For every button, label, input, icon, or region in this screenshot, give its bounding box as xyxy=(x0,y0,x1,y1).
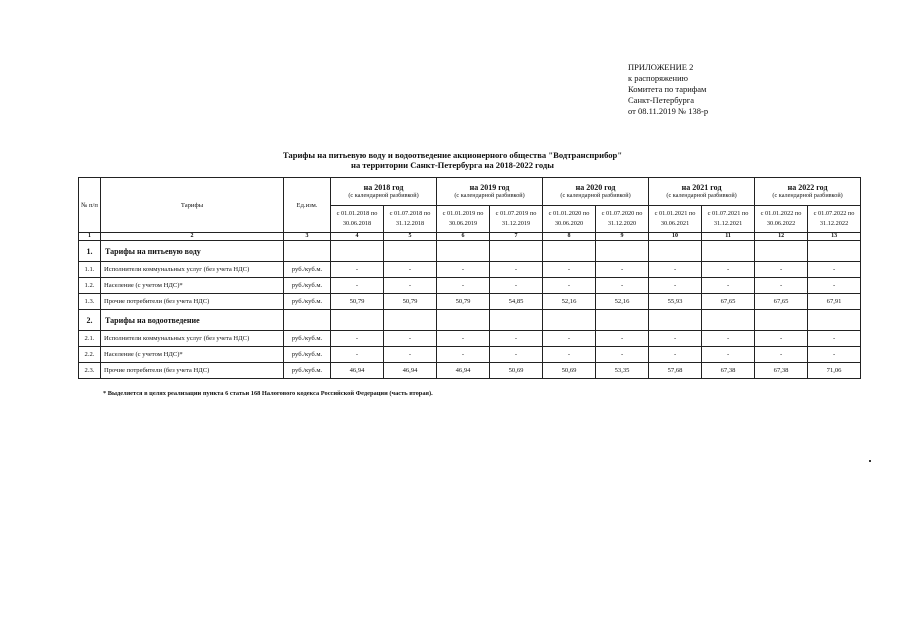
empty-cell xyxy=(702,310,755,331)
tariff-value: 71,06 xyxy=(808,363,861,379)
row-name: Исполнители коммунальных услуг (без учета НДС) xyxy=(101,262,284,278)
year-label: на 2021 год xyxy=(681,183,722,192)
tariff-value: 67,38 xyxy=(702,363,755,379)
tariff-value: 54,85 xyxy=(490,294,543,310)
row-number: 2.2. xyxy=(79,347,101,363)
tariff-value: - xyxy=(755,262,808,278)
tariff-value: 50,79 xyxy=(384,294,437,310)
section-row xyxy=(79,241,861,262)
row-number: 2.3. xyxy=(79,363,101,379)
tariff-value: - xyxy=(755,347,808,363)
empty-cell xyxy=(437,310,490,331)
tariff-value: - xyxy=(437,278,490,294)
section-number: 1. xyxy=(79,241,101,262)
document-title xyxy=(0,150,905,170)
empty-cell xyxy=(543,241,596,262)
column-number: 9 xyxy=(596,233,649,241)
column-number: 6 xyxy=(437,233,490,241)
period-header: с 01.01.2018 по 30.06.2018 xyxy=(331,206,384,233)
table-row xyxy=(79,262,861,278)
tariff-value: - xyxy=(808,278,861,294)
tariff-value: - xyxy=(331,262,384,278)
tariff-value: 50,69 xyxy=(543,363,596,379)
empty-cell xyxy=(331,310,384,331)
appendix-line: от 08.11.2019 № 138-р xyxy=(628,106,709,116)
row-number: 2.1. xyxy=(79,331,101,347)
tariff-value: - xyxy=(331,278,384,294)
tariff-value: - xyxy=(649,347,702,363)
row-name: Население (с учетом НДС)* xyxy=(101,278,284,294)
section-title: Тарифы на водоотведение xyxy=(101,310,284,331)
column-number: 3 xyxy=(284,233,331,241)
empty-cell xyxy=(596,241,649,262)
header-row-numbers xyxy=(79,233,861,241)
column-number: 13 xyxy=(808,233,861,241)
empty-cell xyxy=(808,310,861,331)
title-line: на территории Санкт-Петербурга на 2018-2022 годы xyxy=(351,160,554,170)
empty-cell xyxy=(331,241,384,262)
tariff-value: - xyxy=(808,331,861,347)
column-number: 12 xyxy=(755,233,808,241)
appendix-title: ПРИЛОЖЕНИЕ 2 xyxy=(628,62,694,72)
row-unit: руб./куб.м. xyxy=(284,278,331,294)
table-row xyxy=(79,278,861,294)
tariff-value: - xyxy=(437,331,490,347)
tariff-value: - xyxy=(490,278,543,294)
appendix-line: к распоряжению xyxy=(628,73,688,83)
tariffs-table xyxy=(78,177,861,379)
section-title: Тарифы на питьевую воду xyxy=(101,241,284,262)
year-sublabel: (с календарной разбивкой) xyxy=(666,192,737,199)
appendix-line: Комитета по тарифам xyxy=(628,84,707,94)
year-header xyxy=(649,178,755,206)
header-row-years xyxy=(79,178,861,206)
table-row xyxy=(79,347,861,363)
row-name: Прочие потребители (без учета НДС) xyxy=(101,363,284,379)
empty-cell xyxy=(702,241,755,262)
header-tariffs: Тарифы xyxy=(101,178,284,233)
tariff-value: - xyxy=(543,278,596,294)
year-header xyxy=(543,178,649,206)
tariff-value: 52,16 xyxy=(596,294,649,310)
tariff-value: - xyxy=(702,278,755,294)
empty-cell xyxy=(437,241,490,262)
empty-cell xyxy=(490,241,543,262)
year-sublabel: (с календарной разбивкой) xyxy=(560,192,631,199)
tariff-value: 50,69 xyxy=(490,363,543,379)
year-sublabel: (с календарной разбивкой) xyxy=(348,192,419,199)
tariff-value: - xyxy=(331,347,384,363)
column-number: 5 xyxy=(384,233,437,241)
tariff-value: - xyxy=(596,331,649,347)
tariff-value: - xyxy=(490,331,543,347)
column-number: 1 xyxy=(79,233,101,241)
tariff-value: - xyxy=(384,262,437,278)
tariff-value: 46,94 xyxy=(437,363,490,379)
section-number: 2. xyxy=(79,310,101,331)
tariff-value: 67,65 xyxy=(755,294,808,310)
year-header xyxy=(331,178,437,206)
tariff-value: 46,94 xyxy=(331,363,384,379)
row-unit: руб./куб.м. xyxy=(284,331,331,347)
empty-cell xyxy=(384,310,437,331)
row-name: Исполнители коммунальных услуг (без учета НДС) xyxy=(101,331,284,347)
tariff-value: - xyxy=(384,331,437,347)
year-label: на 2018 год xyxy=(363,183,404,192)
appendix-block xyxy=(628,62,708,117)
column-number: 10 xyxy=(649,233,702,241)
period-header: с 01.01.2021 по 30.06.2021 xyxy=(649,206,702,233)
section-row xyxy=(79,310,861,331)
title-line: Тарифы на питьевую воду и водоотведение акционерного общества "Водтрансприбор" xyxy=(282,150,623,160)
tariff-value: 55,93 xyxy=(649,294,702,310)
empty-cell xyxy=(596,310,649,331)
empty-cell xyxy=(649,310,702,331)
tariff-value: - xyxy=(490,347,543,363)
tariff-value: - xyxy=(702,347,755,363)
tariff-value: - xyxy=(543,347,596,363)
row-unit: руб./куб.м. xyxy=(284,347,331,363)
year-header xyxy=(437,178,543,206)
empty-cell xyxy=(384,241,437,262)
period-header: с 01.07.2020 по 31.12.2020 xyxy=(596,206,649,233)
tariff-value: - xyxy=(755,278,808,294)
scan-speck xyxy=(869,460,871,462)
tariff-value: - xyxy=(596,347,649,363)
tariff-value: - xyxy=(808,347,861,363)
column-number: 11 xyxy=(702,233,755,241)
tariff-value: - xyxy=(543,331,596,347)
tariff-value: 46,94 xyxy=(384,363,437,379)
row-number: 1.2. xyxy=(79,278,101,294)
tariff-value: 67,65 xyxy=(702,294,755,310)
column-number: 2 xyxy=(101,233,284,241)
tariff-value: - xyxy=(649,262,702,278)
period-header: с 01.07.2021 по 31.12.2021 xyxy=(702,206,755,233)
row-unit: руб./куб.м. xyxy=(284,262,331,278)
tariff-value: - xyxy=(490,262,543,278)
tariff-value: - xyxy=(596,278,649,294)
row-number: 1.1. xyxy=(79,262,101,278)
period-header: с 01.07.2018 по 31.12.2018 xyxy=(384,206,437,233)
tariff-value: - xyxy=(384,347,437,363)
header-num: № п/п xyxy=(79,178,101,233)
tariff-value: - xyxy=(437,347,490,363)
column-number: 4 xyxy=(331,233,384,241)
year-label: на 2022 год xyxy=(787,183,828,192)
year-label: на 2019 год xyxy=(469,183,510,192)
tariff-value: 57,68 xyxy=(649,363,702,379)
tariff-value: 67,38 xyxy=(755,363,808,379)
tariff-value: - xyxy=(437,262,490,278)
empty-cell xyxy=(755,310,808,331)
tariff-value: - xyxy=(702,262,755,278)
period-header: с 01.01.2019 по 30.06.2019 xyxy=(437,206,490,233)
tariff-value: 67,91 xyxy=(808,294,861,310)
table-row xyxy=(79,294,861,310)
tariff-value: - xyxy=(384,278,437,294)
header-unit: Ед.изм. xyxy=(284,178,331,233)
tariff-value: - xyxy=(755,331,808,347)
tariff-value: 53,35 xyxy=(596,363,649,379)
tariff-value: 52,16 xyxy=(543,294,596,310)
row-number: 1.3. xyxy=(79,294,101,310)
empty-cell xyxy=(808,241,861,262)
period-header: с 01.07.2022 по 31.12.2022 xyxy=(808,206,861,233)
tariff-value: - xyxy=(331,331,384,347)
tariff-value: - xyxy=(649,278,702,294)
year-sublabel: (с календарной разбивкой) xyxy=(454,192,525,199)
year-label: на 2020 год xyxy=(575,183,616,192)
tariff-value: - xyxy=(702,331,755,347)
footnote: * Выделяется в целях реализации пункта 6 статьи 168 Налогового кодекса Российской Федерации (часть вторая). xyxy=(103,390,433,397)
period-header: с 01.07.2019 по 31.12.2019 xyxy=(490,206,543,233)
table-row xyxy=(79,363,861,379)
period-header: с 01.01.2022 по 30.06.2022 xyxy=(755,206,808,233)
empty-cell xyxy=(543,310,596,331)
empty-cell xyxy=(490,310,543,331)
row-unit: руб./куб.м. xyxy=(284,363,331,379)
column-number: 8 xyxy=(543,233,596,241)
tariff-value: - xyxy=(596,262,649,278)
appendix-line: Санкт-Петербурга xyxy=(628,95,694,105)
empty-cell xyxy=(755,241,808,262)
table-row xyxy=(79,331,861,347)
row-unit: руб./куб.м. xyxy=(284,294,331,310)
empty-cell xyxy=(284,241,331,262)
period-header: с 01.01.2020 по 30.06.2020 xyxy=(543,206,596,233)
year-sublabel: (с календарной разбивкой) xyxy=(772,192,843,199)
column-number: 7 xyxy=(490,233,543,241)
tariff-value: 50,79 xyxy=(331,294,384,310)
row-name: Прочие потребители (без учета НДС) xyxy=(101,294,284,310)
tariff-value: 50,79 xyxy=(437,294,490,310)
tariff-value: - xyxy=(649,331,702,347)
tariff-value: - xyxy=(543,262,596,278)
empty-cell xyxy=(649,241,702,262)
row-name: Население (с учетом НДС)* xyxy=(101,347,284,363)
tariff-value: - xyxy=(808,262,861,278)
empty-cell xyxy=(284,310,331,331)
year-header xyxy=(755,178,861,206)
